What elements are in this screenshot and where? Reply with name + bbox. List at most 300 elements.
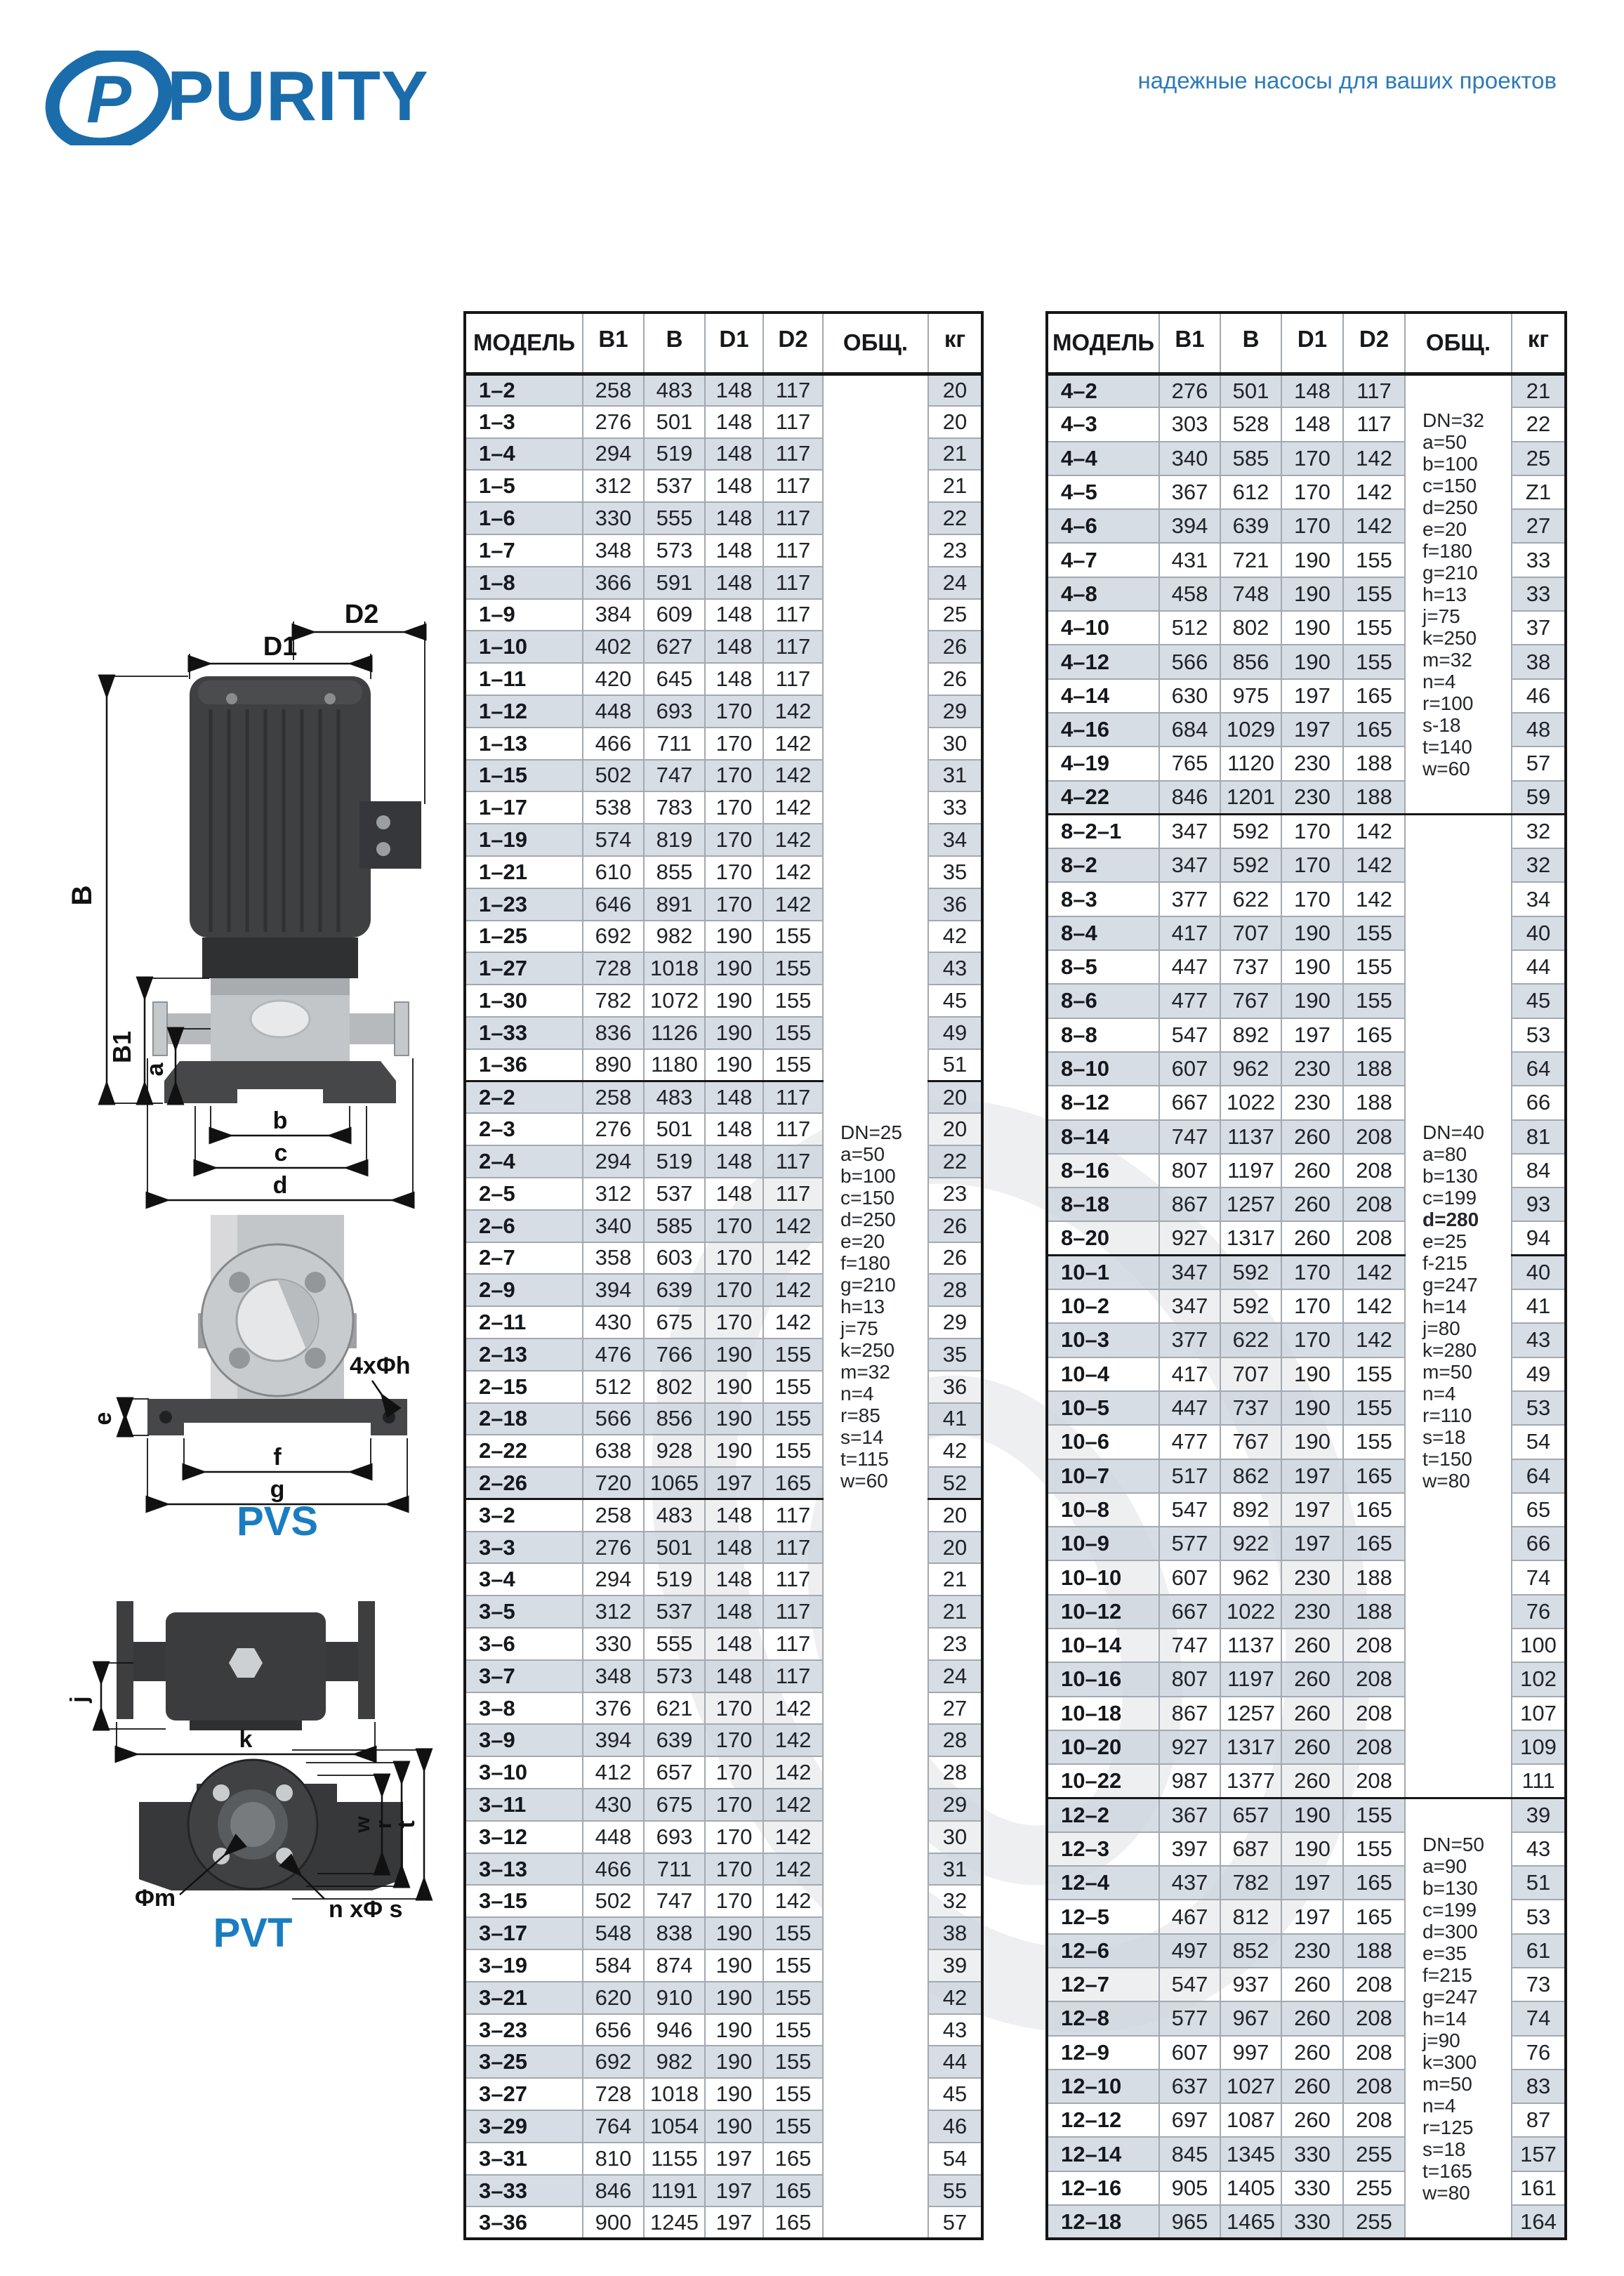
model-cell: 1–11 — [465, 663, 583, 695]
b-cell: 1126 — [644, 1017, 705, 1049]
kg-cell: 31 — [928, 1853, 982, 1886]
kg-cell: 26 — [928, 663, 982, 695]
d1-cell: 170 — [705, 1756, 763, 1789]
d2-cell: 142 — [763, 856, 823, 888]
b-cell: 891 — [644, 888, 705, 921]
dn-note-line: m=32 — [840, 1360, 890, 1383]
dn-note-line: w=60 — [840, 1469, 888, 1492]
b1-cell: 347 — [1159, 848, 1220, 882]
d1-cell: 230 — [1281, 1560, 1343, 1594]
b1-cell: 312 — [583, 470, 644, 502]
d1-cell: 148 — [1281, 374, 1343, 407]
dn-note-line: g=247 — [1422, 1273, 1478, 1296]
dn-note-line: h=14 — [1422, 1295, 1467, 1317]
model-cell: 1–33 — [465, 1017, 583, 1049]
d1-cell: 190 — [1281, 950, 1343, 984]
d2-cell: 142 — [763, 888, 823, 921]
model-cell: 12–6 — [1047, 1934, 1159, 1968]
dn-note-line: d=300 — [1422, 1920, 1478, 1942]
b-cell: 1137 — [1220, 1629, 1281, 1662]
d2-cell: 117 — [763, 1563, 823, 1596]
d1-cell: 260 — [1281, 1120, 1343, 1154]
b1-cell: 747 — [1159, 1629, 1220, 1662]
kg-cell: 21 — [928, 1596, 982, 1628]
model-cell: 1–12 — [465, 695, 583, 728]
b-cell: 802 — [1220, 611, 1281, 645]
d2-cell: 208 — [1343, 1764, 1405, 1798]
model-cell: 3–9 — [465, 1724, 583, 1756]
kg-cell: 22 — [928, 502, 982, 534]
d1-cell: 170 — [705, 856, 763, 888]
d2-cell: 117 — [763, 663, 823, 695]
kg-cell: 66 — [1512, 1527, 1566, 1560]
model-cell: 4–5 — [1047, 475, 1159, 509]
d2-cell: 142 — [763, 728, 823, 760]
d2-cell: 188 — [1343, 781, 1405, 815]
b1-cell: 394 — [1159, 509, 1220, 543]
d1-cell: 197 — [1281, 713, 1343, 746]
d1-cell: 260 — [1281, 2070, 1343, 2103]
d2-cell: 165 — [763, 2143, 823, 2175]
motor-body — [190, 676, 421, 938]
dn-note-line: m=32 — [1422, 648, 1472, 671]
kg-cell: 33 — [1512, 577, 1566, 611]
header-row — [465, 313, 982, 374]
b-cell: 639 — [644, 1274, 705, 1306]
dim-label-phi-m: Φm — [135, 1885, 176, 1912]
model-cell: 3–2 — [465, 1499, 583, 1532]
d2-cell: 208 — [1343, 2036, 1405, 2070]
b-cell: 592 — [1220, 848, 1281, 882]
d2-cell: 142 — [1343, 1289, 1405, 1323]
col-header-b1: B1 — [1159, 313, 1220, 374]
kg-cell: 21 — [928, 1563, 982, 1596]
d2-cell: 142 — [763, 791, 823, 824]
dn-note-line: f-215 — [1422, 1251, 1467, 1274]
dim-label-r: r — [371, 1820, 396, 1829]
kg-cell: 39 — [928, 1949, 982, 1982]
dn-note-line: b=100 — [1422, 452, 1478, 475]
kg-cell: 100 — [1512, 1629, 1566, 1662]
d1-cell: 260 — [1281, 1764, 1343, 1798]
b1-cell: 303 — [1159, 407, 1220, 441]
dn-note-line: k=300 — [1422, 2051, 1477, 2073]
b1-cell: 547 — [1159, 1018, 1220, 1052]
b1-cell: 810 — [583, 2143, 644, 2175]
d1-cell: 170 — [705, 1885, 763, 1917]
b1-cell: 430 — [583, 1789, 644, 1821]
kg-cell: 21 — [928, 438, 982, 471]
kg-cell: 43 — [1512, 1323, 1566, 1357]
d2-cell: 155 — [1343, 916, 1405, 950]
b1-cell: 258 — [583, 1081, 644, 1114]
pvt-label: PVT — [213, 1910, 293, 1952]
b-cell: 591 — [644, 567, 705, 599]
b-cell: 1257 — [1220, 1188, 1281, 1221]
d1-cell: 148 — [705, 1660, 763, 1692]
d1-cell: 197 — [705, 2143, 763, 2175]
dim-label-d1: D1 — [263, 632, 298, 662]
kg-cell: 20 — [928, 374, 982, 406]
d1-cell: 330 — [1281, 2205, 1343, 2239]
d1-cell: 197 — [705, 2206, 763, 2239]
d1-cell: 197 — [1281, 1493, 1343, 1527]
b1-cell: 728 — [583, 952, 644, 985]
d2-cell: 155 — [763, 2110, 823, 2143]
model-cell: 8–8 — [1047, 1018, 1159, 1052]
b-cell: 585 — [1220, 442, 1281, 475]
b1-cell: 846 — [583, 2175, 644, 2207]
b1-cell: 728 — [583, 2078, 644, 2110]
table-row — [465, 374, 982, 406]
d2-cell: 142 — [763, 1789, 823, 1821]
kg-cell: 161 — [1512, 2171, 1566, 2205]
model-cell: 1–36 — [465, 1049, 583, 1081]
d1-cell: 170 — [705, 1274, 763, 1306]
model-cell: 8–2 — [1047, 848, 1159, 882]
col-header-b: B — [1220, 313, 1281, 374]
d2-cell: 142 — [763, 1885, 823, 1917]
d1-cell: 170 — [705, 728, 763, 760]
dn-note-line: h=13 — [1422, 583, 1467, 605]
right-table — [1045, 311, 1567, 2240]
dn-note-line: a=90 — [1422, 1855, 1467, 1877]
d2-cell: 117 — [763, 599, 823, 631]
b1-cell: 276 — [583, 1113, 644, 1145]
b1-cell: 448 — [583, 695, 644, 728]
b-cell: 856 — [1220, 645, 1281, 678]
b-cell: 621 — [644, 1692, 705, 1725]
d2-cell: 142 — [1343, 848, 1405, 882]
b1-cell: 607 — [1159, 2036, 1220, 2070]
b1-cell: 548 — [583, 1917, 644, 1949]
d2-cell: 208 — [1343, 2103, 1405, 2137]
d1-cell: 230 — [1281, 1934, 1343, 1968]
b-cell: 519 — [644, 1145, 705, 1178]
d2-cell: 155 — [763, 952, 823, 985]
kg-cell: 87 — [1512, 2103, 1566, 2137]
b-cell: 937 — [1220, 1968, 1281, 2001]
b-cell: 622 — [1220, 882, 1281, 916]
kg-cell: 53 — [1512, 1391, 1566, 1425]
b-cell: 928 — [644, 1435, 705, 1467]
inline-pump-body — [117, 1601, 375, 1730]
b1-cell: 927 — [1159, 1221, 1220, 1255]
b-cell: 1377 — [1220, 1764, 1281, 1798]
b-cell: 675 — [644, 1306, 705, 1338]
kg-cell: 23 — [928, 1178, 982, 1210]
d1-cell: 230 — [1281, 746, 1343, 780]
d1-cell: 148 — [705, 567, 763, 599]
d1-cell: 148 — [705, 631, 763, 663]
col-header-model: МОДЕЛЬ — [465, 313, 583, 374]
b-cell: 767 — [1220, 1425, 1281, 1459]
d1-cell: 190 — [1281, 543, 1343, 577]
model-cell: 12–14 — [1047, 2137, 1159, 2171]
model-cell: 8–20 — [1047, 1221, 1159, 1255]
d1-cell: 148 — [705, 1532, 763, 1564]
d1-cell: 170 — [705, 760, 763, 792]
b1-cell: 807 — [1159, 1154, 1220, 1188]
d1-cell: 148 — [705, 1113, 763, 1145]
b-cell: 657 — [1220, 1798, 1281, 1831]
model-cell: 3–27 — [465, 2078, 583, 2110]
b-cell: 747 — [644, 760, 705, 792]
kg-cell: 35 — [928, 1338, 982, 1371]
d2-cell: 155 — [1343, 1425, 1405, 1459]
d2-cell: 155 — [763, 1403, 823, 1435]
d1-cell: 260 — [1281, 1697, 1343, 1730]
model-cell: 12–8 — [1047, 2001, 1159, 2035]
dn-note-line: r=85 — [840, 1404, 880, 1426]
b-cell: 592 — [1220, 815, 1281, 848]
dn-note-line: t=140 — [1422, 735, 1472, 758]
d2-cell: 155 — [763, 2046, 823, 2078]
b-cell: 707 — [1220, 916, 1281, 950]
kg-cell: 25 — [928, 599, 982, 631]
kg-cell: 54 — [928, 2143, 982, 2175]
model-cell: 10–18 — [1047, 1697, 1159, 1730]
b1-cell: 846 — [1159, 781, 1220, 815]
d2-cell: 142 — [763, 1756, 823, 1789]
b-cell: 612 — [1220, 475, 1281, 509]
d1-cell: 230 — [1281, 781, 1343, 815]
kg-cell: 42 — [928, 921, 982, 953]
d1-cell: 170 — [1281, 1289, 1343, 1323]
b-cell: 501 — [644, 1113, 705, 1145]
d1-cell: 260 — [1281, 2036, 1343, 2070]
b1-cell: 417 — [1159, 916, 1220, 950]
col-header-kg: кг — [1512, 313, 1566, 374]
kg-cell: 102 — [1512, 1662, 1566, 1696]
d1-cell: 170 — [705, 1692, 763, 1725]
model-cell: 4–7 — [1047, 543, 1159, 577]
d2-cell: 155 — [1343, 577, 1405, 611]
model-cell: 3–29 — [465, 2110, 583, 2143]
kg-cell: 41 — [928, 1403, 982, 1435]
col-header-d2: D2 — [763, 313, 823, 374]
model-cell: 2–15 — [465, 1371, 583, 1403]
d2-cell: 155 — [1343, 645, 1405, 678]
d1-cell: 190 — [705, 1017, 763, 1049]
d1-cell: 197 — [705, 1467, 763, 1499]
d2-cell: 142 — [763, 1242, 823, 1275]
model-cell: 1–4 — [465, 438, 583, 471]
dn-note-line: j=90 — [1422, 2029, 1460, 2051]
d2-cell: 255 — [1343, 2205, 1405, 2239]
d1-cell: 170 — [1281, 509, 1343, 543]
kg-cell: 22 — [1512, 407, 1566, 441]
model-cell: 2–13 — [465, 1338, 583, 1371]
dn-note-line: m=50 — [1422, 2072, 1472, 2095]
dim-label-j: j — [66, 1696, 93, 1703]
model-cell: 2–5 — [465, 1178, 583, 1210]
d1-cell: 190 — [705, 2078, 763, 2110]
dn-note-line: k=250 — [840, 1338, 895, 1361]
table-row — [1047, 815, 1566, 848]
b1-cell: 577 — [1159, 1527, 1220, 1560]
b1-cell: 566 — [1159, 645, 1220, 678]
b1-cell: 294 — [583, 438, 644, 471]
model-cell: 4–10 — [1047, 611, 1159, 645]
dn-note-line: j=75 — [840, 1317, 878, 1339]
d1-cell: 190 — [705, 985, 763, 1017]
dn-note-line: s=18 — [1422, 2138, 1466, 2160]
kg-cell: 28 — [928, 1756, 982, 1789]
d1-cell: 260 — [1281, 1188, 1343, 1221]
d2-cell: 142 — [763, 1274, 823, 1306]
d1-cell: 148 — [705, 438, 763, 471]
d2-cell: 165 — [1343, 1866, 1405, 1900]
d1-cell: 170 — [1281, 442, 1343, 475]
model-cell: 10–1 — [1047, 1256, 1159, 1289]
d2-cell: 117 — [763, 1660, 823, 1692]
d2-cell: 165 — [1343, 1493, 1405, 1527]
model-cell: 3–5 — [465, 1596, 583, 1628]
model-cell: 3–12 — [465, 1821, 583, 1853]
d2-cell: 208 — [1343, 1968, 1405, 2001]
b1-cell: 987 — [1159, 1764, 1220, 1798]
d1-cell: 260 — [1281, 1730, 1343, 1764]
d2-cell: 142 — [763, 760, 823, 792]
kg-cell: 51 — [1512, 1866, 1566, 1900]
model-cell: 1–17 — [465, 791, 583, 824]
b1-cell: 782 — [583, 985, 644, 1017]
model-cell: 2–3 — [465, 1113, 583, 1145]
b1-cell: 638 — [583, 1435, 644, 1467]
b1-cell: 384 — [583, 599, 644, 631]
d2-cell: 155 — [763, 1435, 823, 1467]
d1-cell: 260 — [1281, 2001, 1343, 2035]
b-cell: 707 — [1220, 1357, 1281, 1391]
d1-cell: 170 — [1281, 815, 1343, 848]
d2-cell: 155 — [763, 2014, 823, 2046]
left-table — [463, 311, 984, 2240]
model-cell: 10–16 — [1047, 1662, 1159, 1696]
dim-label-f: f — [273, 1444, 282, 1471]
b1-cell: 512 — [583, 1371, 644, 1403]
kg-cell: 45 — [1512, 984, 1566, 1018]
b1-cell: 630 — [1159, 679, 1220, 713]
kg-cell: 34 — [1512, 882, 1566, 916]
kg-cell: 39 — [1512, 1798, 1566, 1831]
d2-cell: 155 — [1343, 611, 1405, 645]
dim-label-t: t — [393, 1820, 420, 1829]
b-cell: 747 — [644, 1885, 705, 1917]
dn-note-line: t=115 — [840, 1447, 889, 1470]
d2-cell: 165 — [763, 1467, 823, 1499]
b-cell: 622 — [1220, 1323, 1281, 1357]
model-cell: 12–16 — [1047, 2171, 1159, 2205]
kg-cell: 66 — [1512, 1086, 1566, 1119]
dim-label-e: e — [90, 1412, 117, 1426]
d1-cell: 190 — [705, 2014, 763, 2046]
b-cell: 1065 — [644, 1467, 705, 1499]
b-cell: 967 — [1220, 2001, 1281, 2035]
kg-cell: 111 — [1512, 1764, 1566, 1798]
kg-cell: 32 — [1512, 848, 1566, 882]
kg-cell: 23 — [928, 1628, 982, 1660]
b-cell: 537 — [644, 1596, 705, 1628]
kg-cell: 44 — [1512, 950, 1566, 984]
b-cell: 609 — [644, 599, 705, 631]
model-cell: 1–27 — [465, 952, 583, 985]
model-cell: 12–12 — [1047, 2103, 1159, 2137]
model-cell: 4–8 — [1047, 577, 1159, 611]
kg-cell: 84 — [1512, 1154, 1566, 1188]
dn-note-line: DN=25 — [840, 1121, 902, 1143]
b-cell: 483 — [644, 1081, 705, 1114]
table-row — [1047, 374, 1566, 407]
kg-cell: 107 — [1512, 1697, 1566, 1730]
d2-cell: 117 — [763, 1178, 823, 1210]
b1-cell: 477 — [1159, 984, 1220, 1018]
d1-cell: 260 — [1281, 1662, 1343, 1696]
dn-note-line: t=165 — [1422, 2159, 1472, 2182]
kg-cell: 74 — [1512, 2001, 1566, 2035]
model-cell: 3–21 — [465, 1982, 583, 2014]
kg-cell: 32 — [928, 1885, 982, 1917]
d2-cell: 142 — [763, 1724, 823, 1756]
b1-cell: 340 — [583, 1210, 644, 1242]
b1-cell: 905 — [1159, 2171, 1220, 2205]
b1-cell: 466 — [583, 728, 644, 760]
b1-cell: 276 — [1159, 374, 1220, 407]
d1-cell: 170 — [705, 888, 763, 921]
pvs-label: PVS — [236, 1499, 319, 1538]
model-cell: 1–5 — [465, 470, 583, 502]
d1-cell: 260 — [1281, 1629, 1343, 1662]
d2-cell: 117 — [763, 470, 823, 502]
b1-cell: 448 — [583, 1821, 644, 1853]
model-cell: 3–31 — [465, 2143, 583, 2175]
d2-cell: 208 — [1343, 1697, 1405, 1730]
b-cell: 519 — [644, 1563, 705, 1596]
kg-cell: 74 — [1512, 1560, 1566, 1594]
b-cell: 802 — [644, 1371, 705, 1403]
b-cell: 1120 — [1220, 746, 1281, 780]
model-cell: 1–3 — [465, 406, 583, 438]
dn-note-line: n=4 — [1422, 670, 1456, 692]
model-cell: 4–4 — [1047, 442, 1159, 475]
kg-cell: 32 — [1512, 815, 1566, 848]
model-cell: 4–22 — [1047, 781, 1159, 815]
b-cell: 1180 — [644, 1049, 705, 1081]
kg-cell: 49 — [928, 1017, 982, 1049]
b-cell: 852 — [1220, 1934, 1281, 1968]
model-cell: 2–7 — [465, 1242, 583, 1275]
b1-cell: 517 — [1159, 1459, 1220, 1493]
kg-cell: 20 — [928, 1113, 982, 1145]
kg-cell: 65 — [1512, 1493, 1566, 1527]
dn-note-line: e=20 — [1422, 518, 1467, 540]
b-cell: 501 — [644, 406, 705, 438]
d2-cell: 208 — [1343, 1730, 1405, 1764]
kg-cell: 31 — [928, 760, 982, 792]
model-cell: 10–6 — [1047, 1425, 1159, 1459]
kg-cell: 25 — [1512, 442, 1566, 475]
kg-cell: 55 — [928, 2175, 982, 2207]
d1-cell: 190 — [1281, 577, 1343, 611]
d2-cell: 188 — [1343, 746, 1405, 780]
b1-cell: 377 — [1159, 1323, 1220, 1357]
dim-label-b: b — [272, 1107, 288, 1134]
b1-cell: 584 — [583, 1949, 644, 1982]
b1-cell: 417 — [1159, 1357, 1220, 1391]
col-header-d1: D1 — [705, 313, 763, 374]
b1-cell: 667 — [1159, 1086, 1220, 1119]
b-cell: 1465 — [1220, 2205, 1281, 2239]
